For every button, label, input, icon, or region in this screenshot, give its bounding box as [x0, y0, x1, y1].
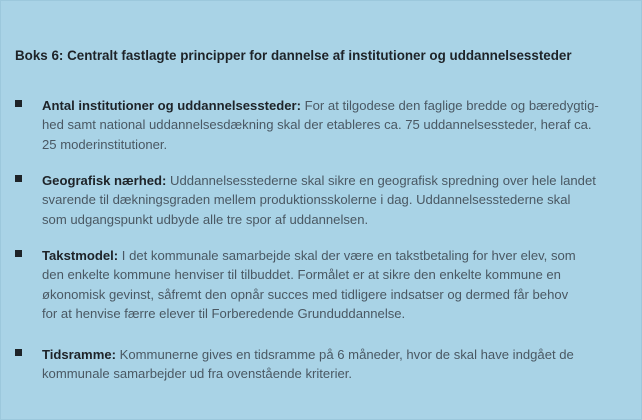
item-line: I det kommunale samarbejde skal der være en takstbetaling for hver elev, som — [118, 248, 576, 263]
item-text — [42, 171, 638, 229]
item-line: 25 moderinstitutioner. — [42, 136, 168, 152]
square-bullet-icon — [15, 349, 22, 356]
item-line: Uddannelsesstederne skal sikre en geografisk spredning over hele landet — [166, 173, 596, 188]
item-line: økonomisk gevinst, såfremt den opnår succes med tidligere indsatser og dermed får behov — [42, 286, 569, 302]
square-bullet-icon — [15, 175, 22, 182]
item-text — [42, 96, 638, 154]
item-line: for at henvise færre elever til Forberedende Grunduddannelse. — [42, 306, 406, 322]
box-title: Boks 6: Centralt fastlagte principper for dannelse af institutioner og uddannelsessteder — [15, 48, 572, 63]
item-label: Tidsramme: — [42, 347, 116, 362]
item-line: kommunale samarbejder ud fra ovenstående kriterier. — [42, 366, 353, 382]
item-line: som udgangspunkt udbyde alle tre spor af uddannelsen. — [42, 211, 369, 227]
item-line: den enkelte kommune henviser til tilbuddet. Formålet er at sikre den enkelte kommune en — [42, 267, 561, 283]
square-bullet-icon — [15, 250, 22, 257]
item-line: For at tilgodese den faglige bredde og bæredygtig- — [301, 98, 599, 113]
square-bullet-icon — [15, 100, 22, 107]
item-text — [42, 246, 638, 324]
item-line: Kommunerne gives en tidsramme på 6 måneder, hvor de skal have indgået de — [116, 347, 574, 362]
item-text — [42, 345, 638, 384]
item-line: hed samt national uddannelsesdækning skal der etableres ca. 75 uddannelsessteder, heraf ca. — [42, 117, 592, 133]
item-line: svarende til dækningsgraden mellem produktionsskolerne i dag. Uddannelsesstederne skal — [42, 192, 571, 208]
item-label: Geografisk nærhed: — [42, 173, 167, 188]
item-label: Antal institutioner og uddannelsessteder: — [42, 98, 301, 113]
item-label: Takstmodel: — [42, 248, 119, 263]
